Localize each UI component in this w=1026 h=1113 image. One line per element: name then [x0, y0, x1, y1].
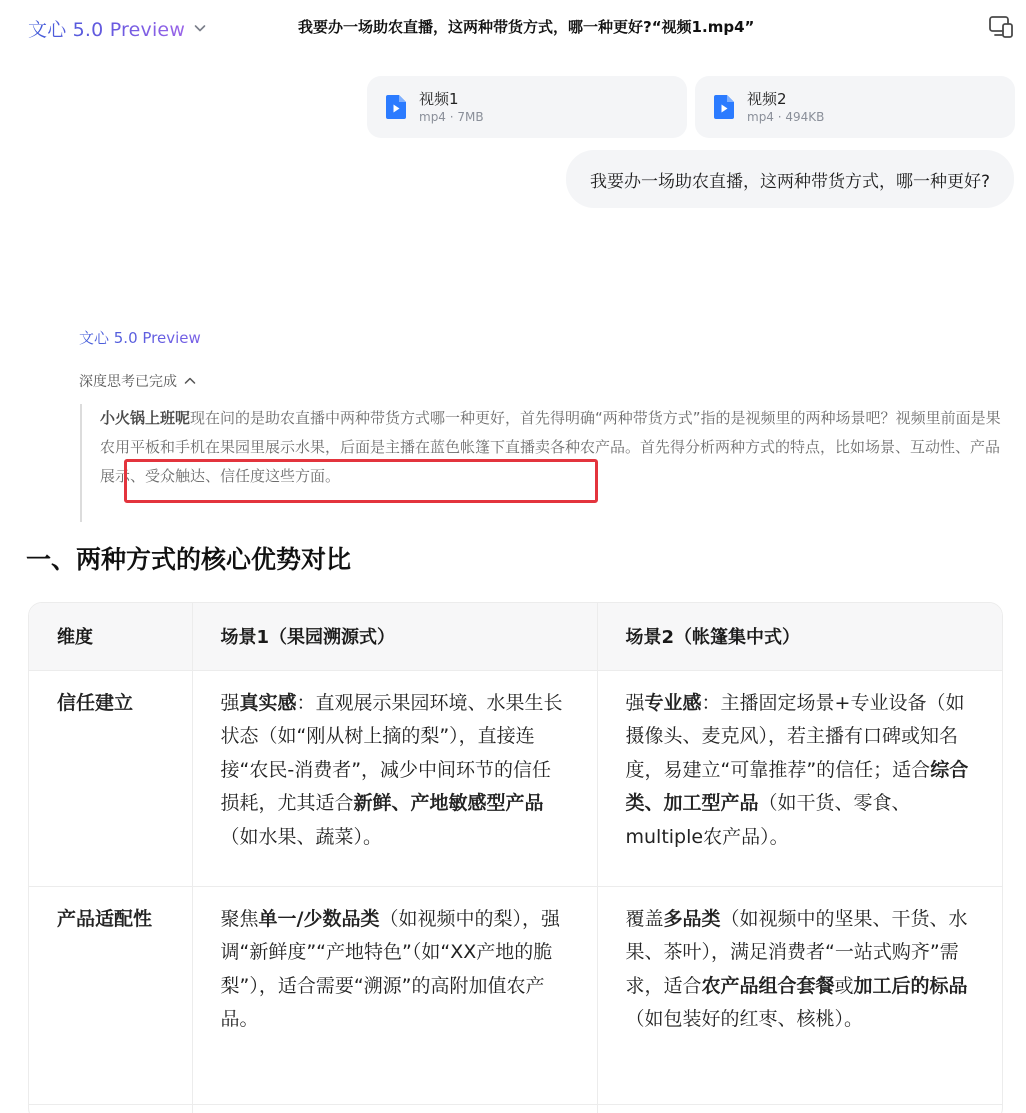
- table-cell: [192, 1104, 597, 1113]
- table-cell: [192, 886, 597, 1104]
- table-cell: [597, 886, 1003, 1104]
- top-header: [0, 0, 1026, 56]
- text-run: 覆盖: [625, 907, 664, 930]
- conversation-title: 我要办一场助农直播，这两种带货方式，哪一种更好?“视频1.mp4”: [298, 18, 755, 36]
- table-row: [29, 1104, 1003, 1113]
- thinking-lead: 小火锅上班呢: [100, 409, 191, 427]
- section-title: 一、两种方式的核心优势对比: [26, 545, 352, 574]
- video-file-icon: [713, 94, 735, 120]
- attachment-meta: [419, 90, 484, 124]
- thinking-toggle-label: 深度思考已完成: [79, 374, 177, 390]
- table-header-cell: 维度: [29, 603, 192, 670]
- table-cell: [192, 670, 597, 886]
- table-cell: [597, 670, 1003, 886]
- bold-text: 加工后的标品: [853, 974, 968, 997]
- text-run: 聚焦: [220, 907, 259, 930]
- text-run: ：主播固定场景+专业设备（如摄像头、麦克风），若主播有口碑或知名度，易建立“可靠推荐”的信任；适合: [625, 691, 965, 781]
- attachment-card[interactable]: [367, 76, 687, 138]
- bold-text: 真实感: [239, 691, 297, 714]
- text-run: ：直观展示果园环境、水果生长状态（如“刚从树上摘的梨”），直接连接“农民-消费者”，减少中间环节的信任损耗，尤其适合: [220, 691, 563, 814]
- thinking-toggle[interactable]: [79, 371, 197, 391]
- bold-text: 专业感: [644, 691, 702, 714]
- table-header-cell: 场景2（帐篷集中式）: [597, 603, 1003, 670]
- attachment-info: mp4 · 7MB: [419, 109, 484, 124]
- table-cell: [29, 1104, 192, 1113]
- bold-text: 多品类: [663, 907, 721, 930]
- table-header-cell: 场景1（果园溯源式）: [192, 603, 597, 670]
- bold-text: 新鲜、产地敏感型产品: [353, 792, 544, 814]
- model-switcher[interactable]: [28, 14, 207, 42]
- text-run: （如视频中的梨），强调“新鲜度”“产地特色”（如“XX产地的脆梨”），适合需要“溯源”的高附加值农产品。: [220, 907, 560, 1030]
- bold-text: 综合类、加工型产品: [625, 758, 969, 814]
- attachment-name: 视频2: [747, 89, 787, 108]
- comparison-table: [28, 602, 1003, 1113]
- video-file-icon: [385, 94, 407, 120]
- bold-text: 单一/少数品类: [258, 907, 380, 930]
- attachment-info: mp4 · 494KB: [747, 109, 825, 124]
- chevron-down-icon: [193, 21, 207, 35]
- text-run: （如干货、零食、multiple农产品）。: [625, 792, 911, 848]
- table-cell-dimension: 产品适配性: [29, 886, 192, 1104]
- text-run: 强: [625, 691, 645, 714]
- model-name: 文心 5.0 Preview: [28, 15, 185, 42]
- text-run: 强: [220, 691, 240, 714]
- text-run: 或: [834, 974, 854, 997]
- attachment-name: 视频1: [419, 89, 459, 108]
- table-row: [29, 670, 1003, 886]
- bold-text: 农产品组合套餐: [701, 974, 835, 997]
- chevron-up-icon: [183, 374, 197, 388]
- text-run: （如水果、蔬菜）。: [220, 825, 383, 848]
- attachment-meta: [747, 90, 824, 124]
- text-run: （如包装好的红枣、核桃）。: [625, 1008, 864, 1030]
- table-row: [29, 886, 1003, 1104]
- thinking-body-highlighted: 比如场景、互动性、产品展示、受众触达、信任度这些方面。: [100, 438, 1001, 485]
- table-cell: [597, 1104, 1003, 1113]
- thinking-body: 现在问的是助农直播中两种带货方式哪一种更好，首先得明确“两种带货方式”指的是视频里的两种场景吧？视频里前面是果农用平板和手机在果园里展示水果，后面是主播在蓝色帐篷下直播卖各种农产品。首先得分析两种方式的特点，: [100, 409, 1001, 456]
- user-message-bubble: 我要办一场助农直播，这两种带货方式，哪一种更好?: [566, 150, 1014, 208]
- assistant-name: 文心 5.0 Preview: [79, 329, 201, 347]
- annotation-highlight-box: [124, 459, 598, 503]
- table-cell-dimension: 信任建立: [29, 670, 192, 886]
- comparison-table-grid: [29, 603, 1003, 1113]
- table-header-row: [29, 603, 1003, 670]
- attachment-card[interactable]: [695, 76, 1015, 138]
- text-run: （如视频中的坚果、干货、水果、茶叶），满足消费者“一站式购齐”需求，适合: [625, 907, 968, 997]
- multi-device-icon[interactable]: [987, 13, 1015, 41]
